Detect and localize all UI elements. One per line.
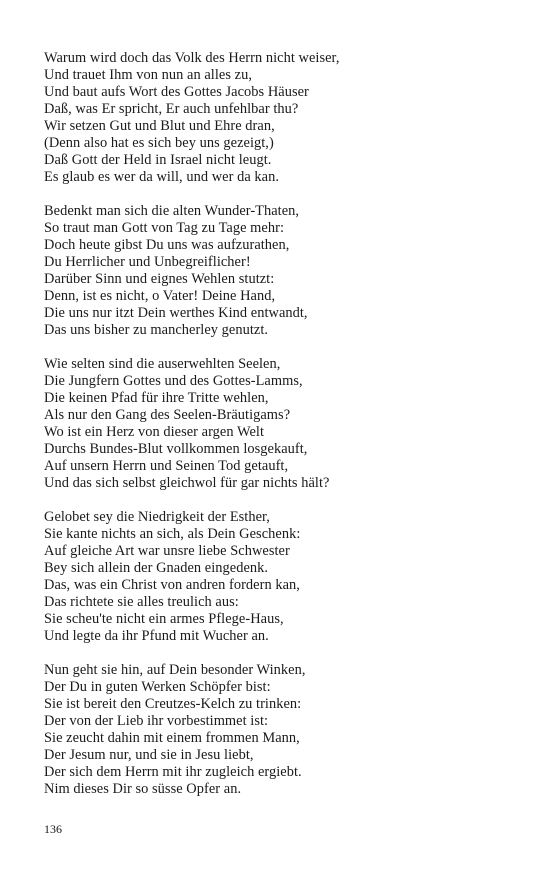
poem-line: Durchs Bundes-Blut vollkommen losgekauft,: [44, 441, 308, 457]
poem-line: Das uns bisher zu mancherley genutzt.: [44, 322, 269, 338]
poem-line: Bey sich allein der Gnaden eingedenk.: [44, 560, 269, 576]
poem-line: Sie kante nichts an sich, als Dein Geschenk:: [44, 526, 301, 542]
poem-line: Das, was ein Christ von andren fordern kan,: [44, 577, 300, 593]
poem-line: Und trauet Ihm von nun an alles zu,: [44, 67, 252, 83]
poem-line: Sie scheu'te nicht ein armes Pflege-Haus,: [44, 611, 284, 627]
poem-line: Der Du in guten Werken Schöpfer bist:: [44, 679, 271, 695]
poem-line: Daß Gott der Held in Israel nicht leugt.: [44, 152, 272, 168]
stanza-5: [44, 662, 514, 798]
poem-line: Du Herrlicher und Unbegreiflicher!: [44, 254, 251, 270]
poem-line: Das richtete sie alles treulich aus:: [44, 594, 239, 610]
poem-line: Daß, was Er spricht, Er auch unfehlbar thu?: [44, 101, 299, 117]
stanza-3: [44, 356, 514, 492]
poem-line: Der von der Lieb ihr vorbestimmet ist:: [44, 713, 269, 729]
poem-body: [44, 50, 514, 815]
poem-line: Doch heute gibst Du uns was aufzurathen,: [44, 237, 290, 253]
page-number: 136: [44, 822, 62, 836]
poem-line: Wir setzen Gut und Blut und Ehre dran,: [44, 118, 275, 134]
stanza-2: [44, 203, 514, 339]
poem-line: (Denn also hat es sich bey uns gezeigt,): [44, 135, 274, 151]
poem-line: Denn, ist es nicht, o Vater! Deine Hand,: [44, 288, 276, 304]
poem-line: So traut man Gott von Tag zu Tage mehr:: [44, 220, 284, 236]
poem-line: Bedenkt man sich die alten Wunder-Thaten,: [44, 203, 300, 219]
poem-line: Sie ist bereit den Creutzes-Kelch zu trinken:: [44, 696, 302, 712]
poem-line: Der sich dem Herrn mit ihr zugleich ergiebt.: [44, 764, 302, 780]
poem-line: Sie zeucht dahin mit einem frommen Mann,: [44, 730, 300, 746]
poem-line: Gelobet sey die Niedrigkeit der Esther,: [44, 509, 270, 525]
stanza-1: [44, 50, 514, 186]
poem-line: Und legte da ihr Pfund mit Wucher an.: [44, 628, 269, 644]
poem-line: Als nur den Gang des Seelen-Bräutigams?: [44, 407, 291, 423]
poem-line: Es glaub es wer da will, und wer da kan.: [44, 169, 279, 185]
poem-line: Wo ist ein Herz von dieser argen Welt: [44, 424, 264, 440]
poem-line: Warum wird doch das Volk des Herrn nicht weiser,: [44, 50, 340, 66]
poem-line: Die Jungfern Gottes und des Gottes-Lamms,: [44, 373, 303, 389]
poem-line: Der Jesum nur, und sie in Jesu liebt,: [44, 747, 254, 763]
poem-line: Und das sich selbst gleichwol für gar nichts hält?: [44, 475, 330, 491]
poem-line: Auf unsern Herrn und Seinen Tod getauft,: [44, 458, 289, 474]
poem-line: Wie selten sind die auserwehlten Seelen,: [44, 356, 281, 372]
poem-line: Und baut aufs Wort des Gottes Jacobs Häuser: [44, 84, 309, 100]
poem-line: Die keinen Pfad für ihre Tritte wehlen,: [44, 390, 269, 406]
poem-line: Nun geht sie hin, auf Dein besonder Winken,: [44, 662, 306, 678]
poem-line: Auf gleiche Art war unsre liebe Schwester: [44, 543, 290, 559]
stanza-4: [44, 509, 514, 645]
poem-line: Die uns nur itzt Dein werthes Kind entwandt,: [44, 305, 308, 321]
poem-line: Darüber Sinn und eignes Wehlen stutzt:: [44, 271, 275, 287]
poem-line: Nim dieses Dir so süsse Opfer an.: [44, 781, 242, 797]
